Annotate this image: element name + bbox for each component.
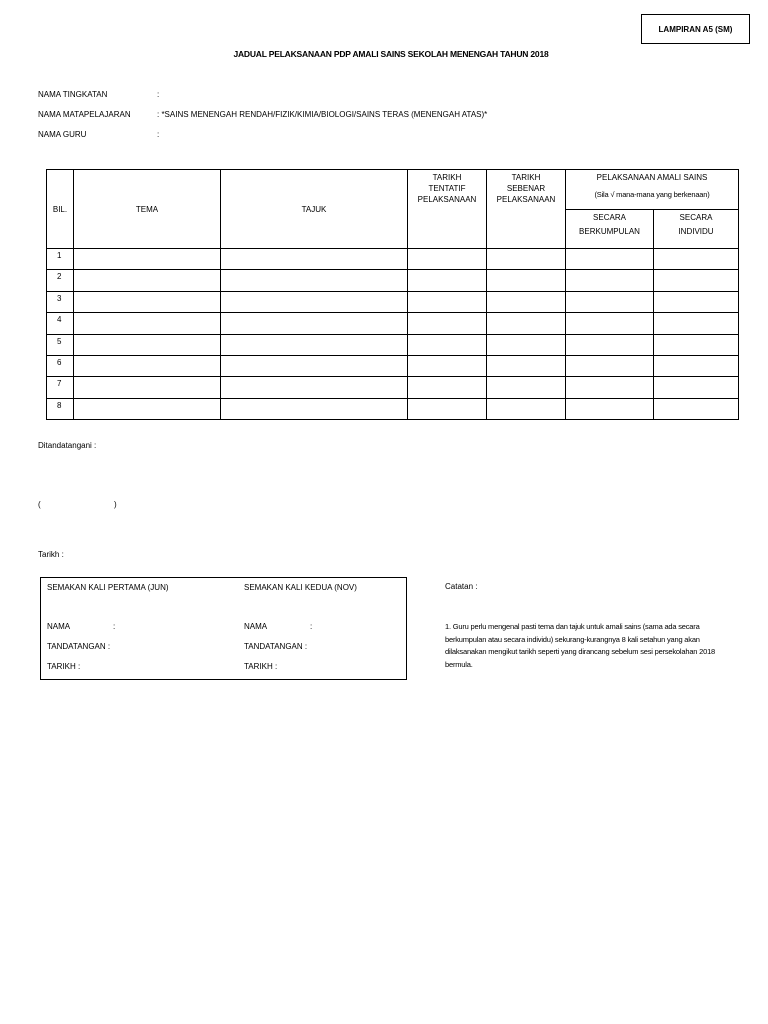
individu-cell: [654, 377, 739, 398]
practical-schedule-table: [46, 169, 739, 420]
header-tarikh-sebenar: TARIKH SEBENAR PELAKSANAAN: [487, 170, 566, 249]
tajuk-cell: [221, 334, 408, 355]
table-row: [47, 377, 739, 398]
individu-cell: [654, 270, 739, 291]
semakan-pertama-nama-colon: :: [113, 622, 116, 631]
individu-cell: [654, 355, 739, 376]
header-tarikh-tentatif: TARIKH TENTATIF PELAKSANAAN: [408, 170, 487, 249]
individu-cell: [654, 334, 739, 355]
header-pelaksanaan: PELAKSANAAN AMALI SAINS (Sila √ mana-mana yang berkenaan): [566, 170, 739, 210]
tarikh-tentatif-cell: [408, 398, 487, 419]
appendix-label: LAMPIRAN A5 (SM): [658, 24, 733, 34]
tajuk-cell: [221, 398, 408, 419]
review-box: [40, 577, 407, 680]
catatan-label: Catatan :: [445, 582, 478, 591]
tarikh-sebenar-cell: [487, 270, 566, 291]
table-row: [47, 398, 739, 419]
berkumpulan-cell: [566, 291, 654, 312]
row-number: 8: [47, 398, 74, 419]
semakan-kedua-tarikh: TARIKH :: [244, 662, 278, 671]
tajuk-cell: [221, 377, 408, 398]
row-number: 6: [47, 355, 74, 376]
semakan-pertama-title: SEMAKAN KALI PERTAMA (JUN): [47, 583, 169, 592]
tarikh-sebenar-cell: [487, 377, 566, 398]
semakan-pertama-nama-label: NAMA: [47, 622, 71, 631]
tarikh-tentatif-cell: [408, 313, 487, 334]
document-title: JADUAL PELAKSANAAN PDP AMALI SAINS SEKOLAH MENENGAH TAHUN 2018: [233, 49, 549, 59]
berkumpulan-cell: [566, 355, 654, 376]
tingkatan-label: NAMA TINGKATAN: [38, 90, 108, 99]
header-tema: TEMA: [74, 170, 221, 249]
row-number: 1: [47, 249, 74, 270]
berkumpulan-cell: [566, 398, 654, 419]
tajuk-cell: [221, 249, 408, 270]
individu-cell: [654, 249, 739, 270]
individu-cell: [654, 398, 739, 419]
row-number: 7: [47, 377, 74, 398]
ditandatangani-label: Ditandatangani :: [38, 441, 97, 450]
individu-cell: [654, 291, 739, 312]
table-row: [47, 355, 739, 376]
header-tajuk: TAJUK: [221, 170, 408, 249]
individu-cell: [654, 313, 739, 334]
tarikh-tentatif-cell: [408, 249, 487, 270]
matapelajaran-label: NAMA MATAPELAJARAN: [38, 110, 131, 119]
tema-cell: [74, 291, 221, 312]
tarikh-label: Tarikh :: [38, 550, 64, 559]
tema-cell: [74, 249, 221, 270]
tarikh-sebenar-cell: [487, 398, 566, 419]
signature-bracket-close: ): [114, 500, 117, 509]
tarikh-tentatif-cell: [408, 334, 487, 355]
tema-cell: [74, 334, 221, 355]
table-row: [47, 291, 739, 312]
tarikh-tentatif-cell: [408, 270, 487, 291]
appendix-label-box: [641, 14, 750, 44]
tarikh-tentatif-cell: [408, 291, 487, 312]
guru-label: NAMA GURU: [38, 130, 87, 139]
row-number: 3: [47, 291, 74, 312]
semakan-pertama-tarikh: TARIKH :: [47, 662, 81, 671]
semakan-pertama-tandatangan: TANDATANGAN :: [47, 642, 111, 651]
semakan-kedua-title: SEMAKAN KALI KEDUA (NOV): [244, 583, 357, 592]
tema-cell: [74, 355, 221, 376]
row-number: 4: [47, 313, 74, 334]
tajuk-cell: [221, 270, 408, 291]
tema-cell: [74, 398, 221, 419]
berkumpulan-cell: [566, 377, 654, 398]
table-row: [47, 313, 739, 334]
tarikh-tentatif-cell: [408, 355, 487, 376]
header-individu: SECARA INDIVIDU: [654, 210, 739, 249]
semakan-kedua-nama-label: NAMA: [244, 622, 268, 631]
tajuk-cell: [221, 291, 408, 312]
berkumpulan-cell: [566, 334, 654, 355]
tarikh-tentatif-cell: [408, 377, 487, 398]
tarikh-sebenar-cell: [487, 291, 566, 312]
tingkatan-value: :: [157, 90, 160, 99]
header-berkumpulan: SECARA BERKUMPULAN: [566, 210, 654, 249]
berkumpulan-cell: [566, 249, 654, 270]
tarikh-sebenar-cell: [487, 334, 566, 355]
tajuk-cell: [221, 313, 408, 334]
table-row: [47, 334, 739, 355]
semakan-kedua-tandatangan: TANDATANGAN :: [244, 642, 308, 651]
semakan-kedua-nama-colon: :: [310, 622, 313, 631]
table-row: [47, 270, 739, 291]
tarikh-sebenar-cell: [487, 249, 566, 270]
tema-cell: [74, 270, 221, 291]
row-number: 2: [47, 270, 74, 291]
matapelajaran-value: : *SAINS MENENGAH RENDAH/FIZIK/KIMIA/BIOLOGI/SAINS TERAS (MENENGAH ATAS)*: [157, 110, 488, 119]
tarikh-sebenar-cell: [487, 313, 566, 334]
tajuk-cell: [221, 355, 408, 376]
berkumpulan-cell: [566, 270, 654, 291]
tarikh-sebenar-cell: [487, 355, 566, 376]
row-number: 5: [47, 334, 74, 355]
guru-value: :: [157, 130, 160, 139]
header-bil: BIL.: [47, 170, 74, 249]
berkumpulan-cell: [566, 313, 654, 334]
catatan-note: 1. Guru perlu mengenal pasti tema dan tajuk untuk amali sains (sama ada secara berkumpulan atau secara individu) sekurang-kurangnya 8 kali setahun yang akan dilaksanakan mengikut tarikh seperti yang dirancang sebelum sesi persekolahan 2018 bermula.: [445, 622, 716, 669]
tema-cell: [74, 377, 221, 398]
table-row: [47, 249, 739, 270]
signature-bracket-open: (: [38, 500, 41, 509]
tema-cell: [74, 313, 221, 334]
